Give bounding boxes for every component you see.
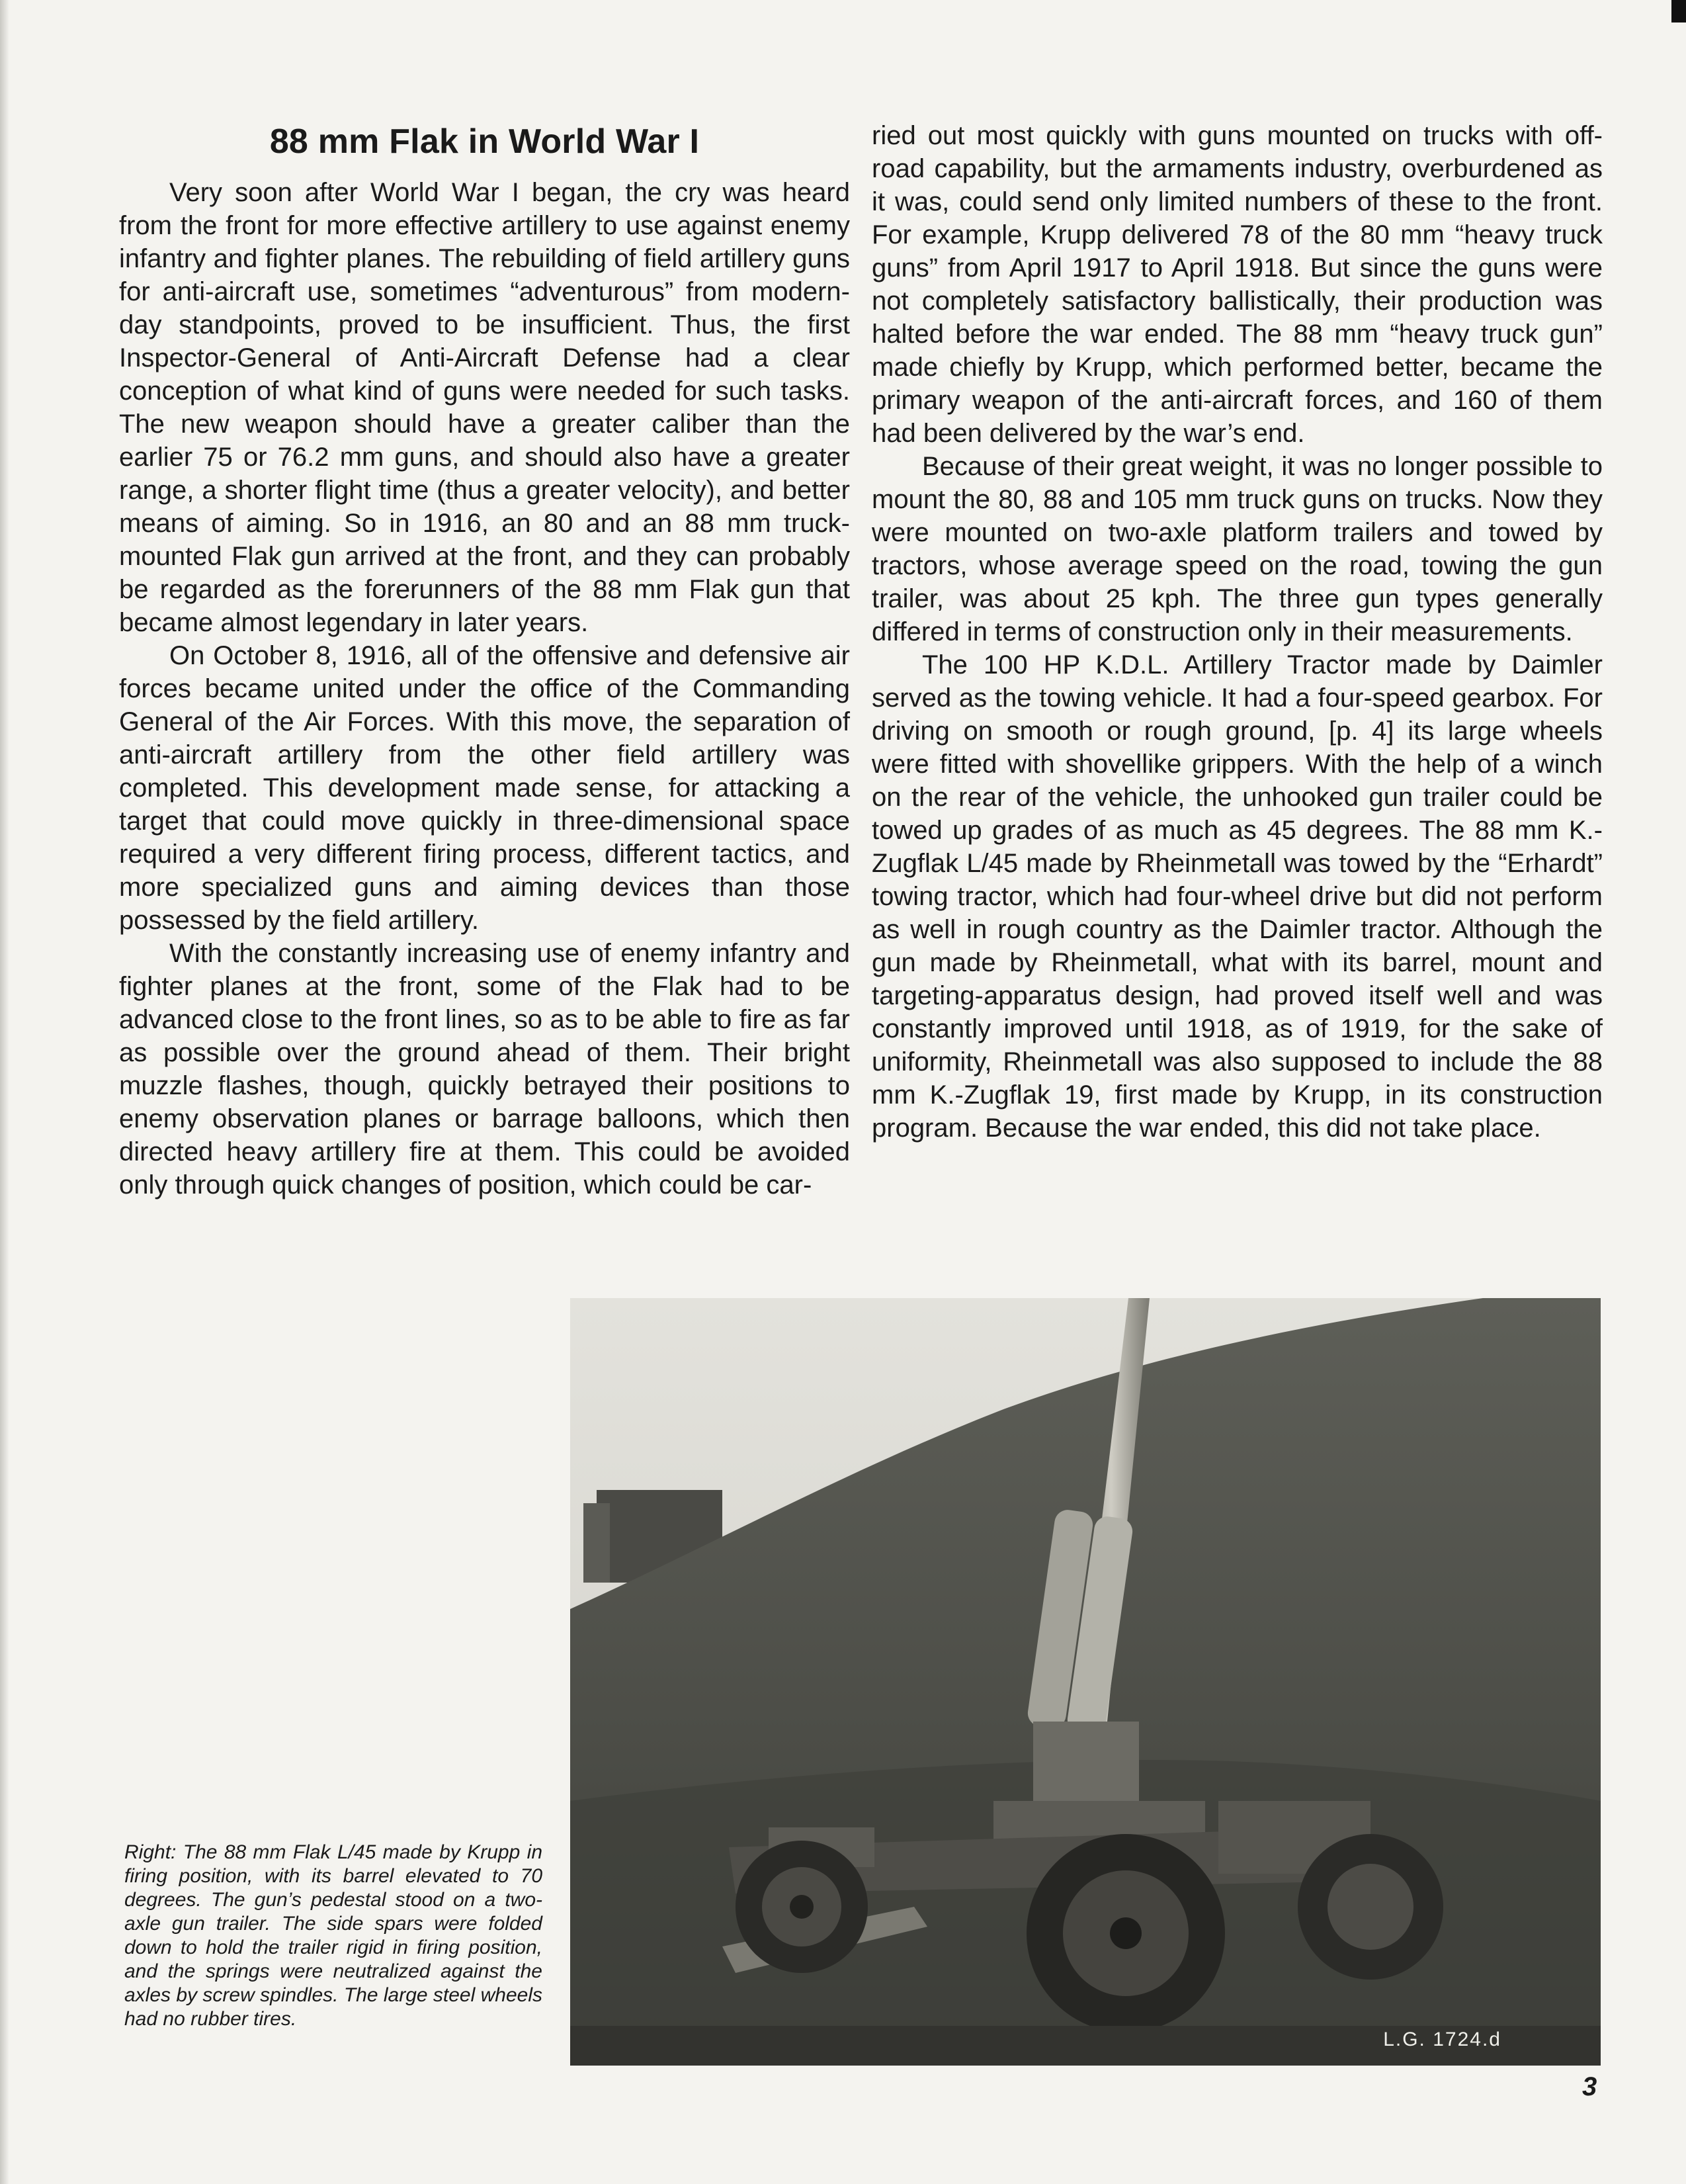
- article-title: 88 mm Flak in World War I: [269, 122, 700, 161]
- paragraph: With the constantly increasing use of enemy infantry and fighter planes at the front, some of the Flak had to be advanced close to the front lines, so as to be able to fire as far as possible over the ground ahead of them. Their bright muzzle flashes, though, quickly betrayed their positions to enemy observation planes or barrage balloons, which then directed heavy artillery fire at them. This could be avoided only through quick changes of position, which could be car-: [119, 939, 850, 1200]
- paragraph: On October 8, 1916, all of the offensive and defensive air forces became united under the office of the Commanding General of the Air Forces. With this move, the separation of anti-aircraft artillery from the other field artillery was completed. This development made sense, for attacking a target that could move quickly in three-dimensional space required a very different firing process, different tactics, and more specialized guns and aiming devices than those possessed by the field artillery.: [119, 641, 850, 935]
- left-column: [119, 119, 850, 1201]
- paragraph-continuation: ried out most quickly with guns mounted on trucks with off-road capability, but the armaments industry, overburdened as it was, could send only limited numbers of these to the front. For example, Krupp delivered 78 of the 80 mm “heavy truck guns” from April 1917 to April 1918. But since the guns were not completely satisfactory ballistically, their production was halted before the war ended. The 88 mm “heavy truck gun” made chiefly by Krupp, which performed better, became the primary weapon of the anti-aircraft forces, and 160 of them had been delivered by the war’s end.: [872, 121, 1603, 448]
- photo-registration-mark: L.G. 1724.d: [1383, 2029, 1501, 2050]
- paragraph: Very soon after World War I began, the cry was heard from the front for more effective artillery to use against enemy infantry and fighter planes. The rebuilding of field artillery guns for anti-aircraft use, sometimes “adventurous” from modern-day standpoints, proved to be insufficient. Thus, the first Inspector-General of Anti-Aircraft Defense had a clear conception of what kind of guns were needed for such tasks. The new weapon should have a greater caliber than the earlier 75 or 76.2 mm guns, and should also have a greater range, a shorter flight time (thus a greater velocity), and better means of aiming. So in 1916, an 80 and an 88 mm truck-mounted Flak gun arrived at the front, and they can probably be regarded as the forerunners of the 88 mm Flak gun that became almost legendary in later years.: [119, 178, 850, 637]
- photo-caption: Right: The 88 mm Flak L/45 made by Krupp in firing position, with its barrel elevated to 70 degrees. The gun’s pedestal stood on a two-axle gun trailer. The side spars were folded down to hold the trailer rigid in firing position, and the springs were neutralized against the axles by screw spindles. The large steel wheels had no rubber tires.: [124, 1841, 542, 2030]
- paragraph: The 100 HP K.D.L. Artillery Tractor made by Daimler served as the towing vehicle. It had a four-speed gearbox. For driving on smooth or rough ground, [p. 4] its large wheels were fitted with shovellike grippers. With the help of a winch on the rear of the vehicle, the unhooked gun trailer could be towed up grades of as much as 45 degrees. The 88 mm K.-Zugflak L/45 made by Rheinmetall was towed by the “Erhardt” towing tractor, which had four-wheel drive but did not perform as well in rough country as the Daimler tractor. Although the gun made by Rheinmetall, what with its barrel, mount and targeting-apparatus design, had proved itself well and was constantly improved until 1918, as of 1919, for the sake of uniformity, Rheinmetall was also supposed to include the 88 mm K.-Zugflak 19, first made by Krupp, in its construction program. Because the war ended, this did not take place.: [872, 650, 1603, 1143]
- right-column: [872, 119, 1603, 1145]
- flak-gun-photo-drawing: [570, 1298, 1601, 2066]
- page-edge-shadow: [0, 0, 9, 2184]
- page-number: 3: [1582, 2072, 1597, 2101]
- flak-gun-photo: [570, 1298, 1601, 2066]
- scan-corner-mark: [1671, 0, 1686, 22]
- paragraph: Because of their great weight, it was no longer possible to mount the 80, 88 and 105 mm truck guns on trucks. Now they were mounted on two-axle platform trailers and towed by tractors, whose average speed on the road, towing the gun trailer, was about 25 kph. The three gun types generally differed in terms of construction only in their measurements.: [872, 452, 1603, 646]
